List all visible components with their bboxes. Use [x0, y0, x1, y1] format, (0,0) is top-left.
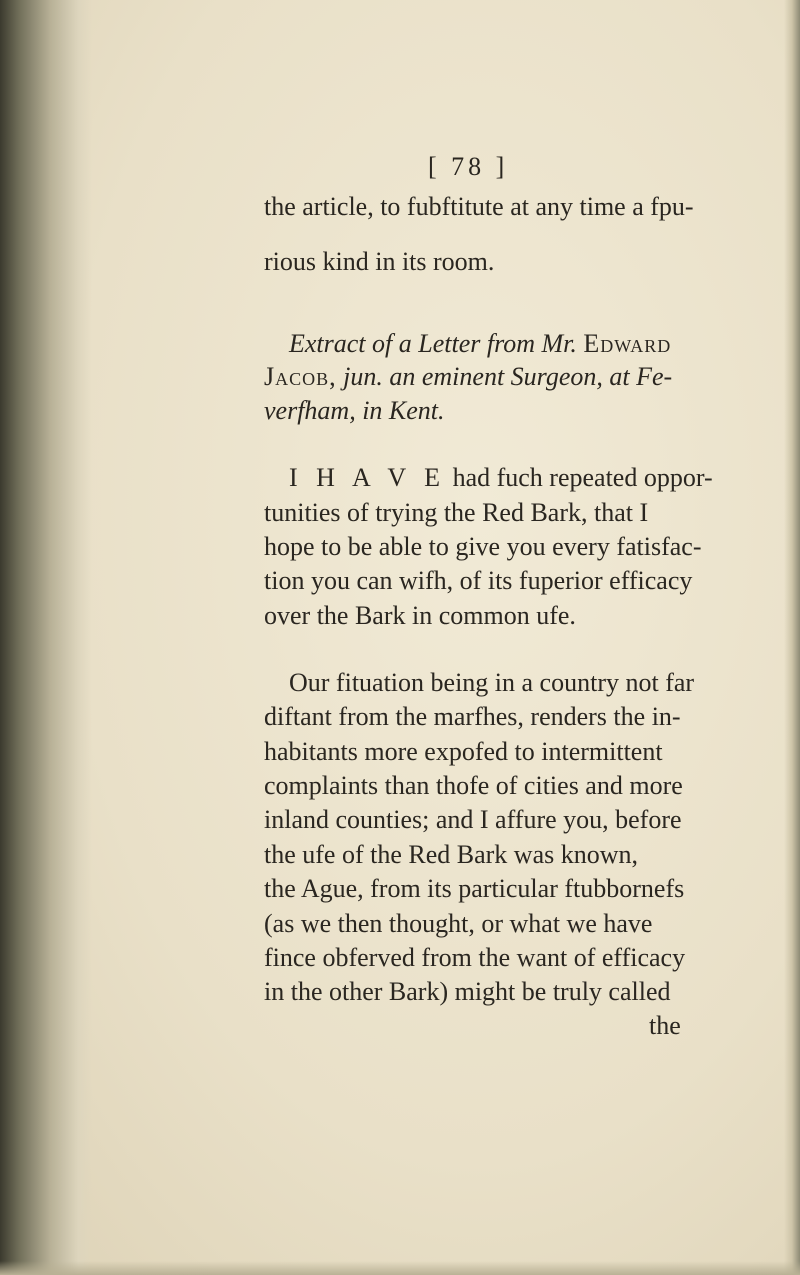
text-line: complaints than thofe of cities and more — [264, 771, 683, 800]
book-binding-edge — [0, 0, 92, 1275]
text-line: the article, to fubftitute at any time a fpu- — [264, 192, 694, 221]
heading-line — [289, 327, 671, 361]
text-line: in the other Bark) might be truly called — [264, 977, 671, 1006]
text-line: rious kind in its room. — [264, 247, 495, 276]
heading-line — [264, 360, 672, 394]
text-line: tunities of trying the Red Bark, that I — [264, 498, 649, 527]
heading-italic: jun. an eminent Surgeon, at Fe- — [343, 362, 673, 391]
drop-word: I H A V E — [289, 463, 447, 492]
text-line: fince obferved from the want of efficacy — [264, 943, 686, 972]
text-line: diftant from the marfhes, renders the in- — [264, 702, 681, 731]
catchword: the — [649, 1011, 681, 1040]
text-line: the ufe of the Red Bark was known, — [264, 840, 639, 869]
text-line: tion you can wifh, of its fuperior efficacy — [264, 566, 693, 595]
text-line: (as we then thought, or what we have — [264, 909, 653, 938]
paragraph-first-line — [289, 461, 713, 495]
text-line: hope to be able to give you every fatisfac- — [264, 532, 702, 561]
text-line: over the Bark in common ufe. — [264, 601, 576, 630]
text-line: the Ague, from its particular ftubbornefs — [264, 874, 685, 903]
heading-italic: Extract of a Letter from Mr. — [289, 329, 577, 358]
heading-caps: Edward — [583, 329, 672, 358]
paragraph-first-line-rest: had fuch repeated oppor- — [452, 463, 713, 492]
page-number: [ 78 ] — [428, 152, 509, 181]
page-right-edge — [784, 0, 800, 1275]
heading-italic: verfham, in Kent. — [264, 396, 445, 425]
text-line: habitants more expofed to intermittent — [264, 737, 663, 766]
heading-line — [264, 394, 445, 428]
heading-caps: Jacob, — [264, 362, 337, 391]
text-line: Our fituation being in a country not far — [289, 668, 695, 697]
page-bottom-edge — [0, 1261, 800, 1275]
text-line: inland counties; and I affure you, before — [264, 805, 682, 834]
